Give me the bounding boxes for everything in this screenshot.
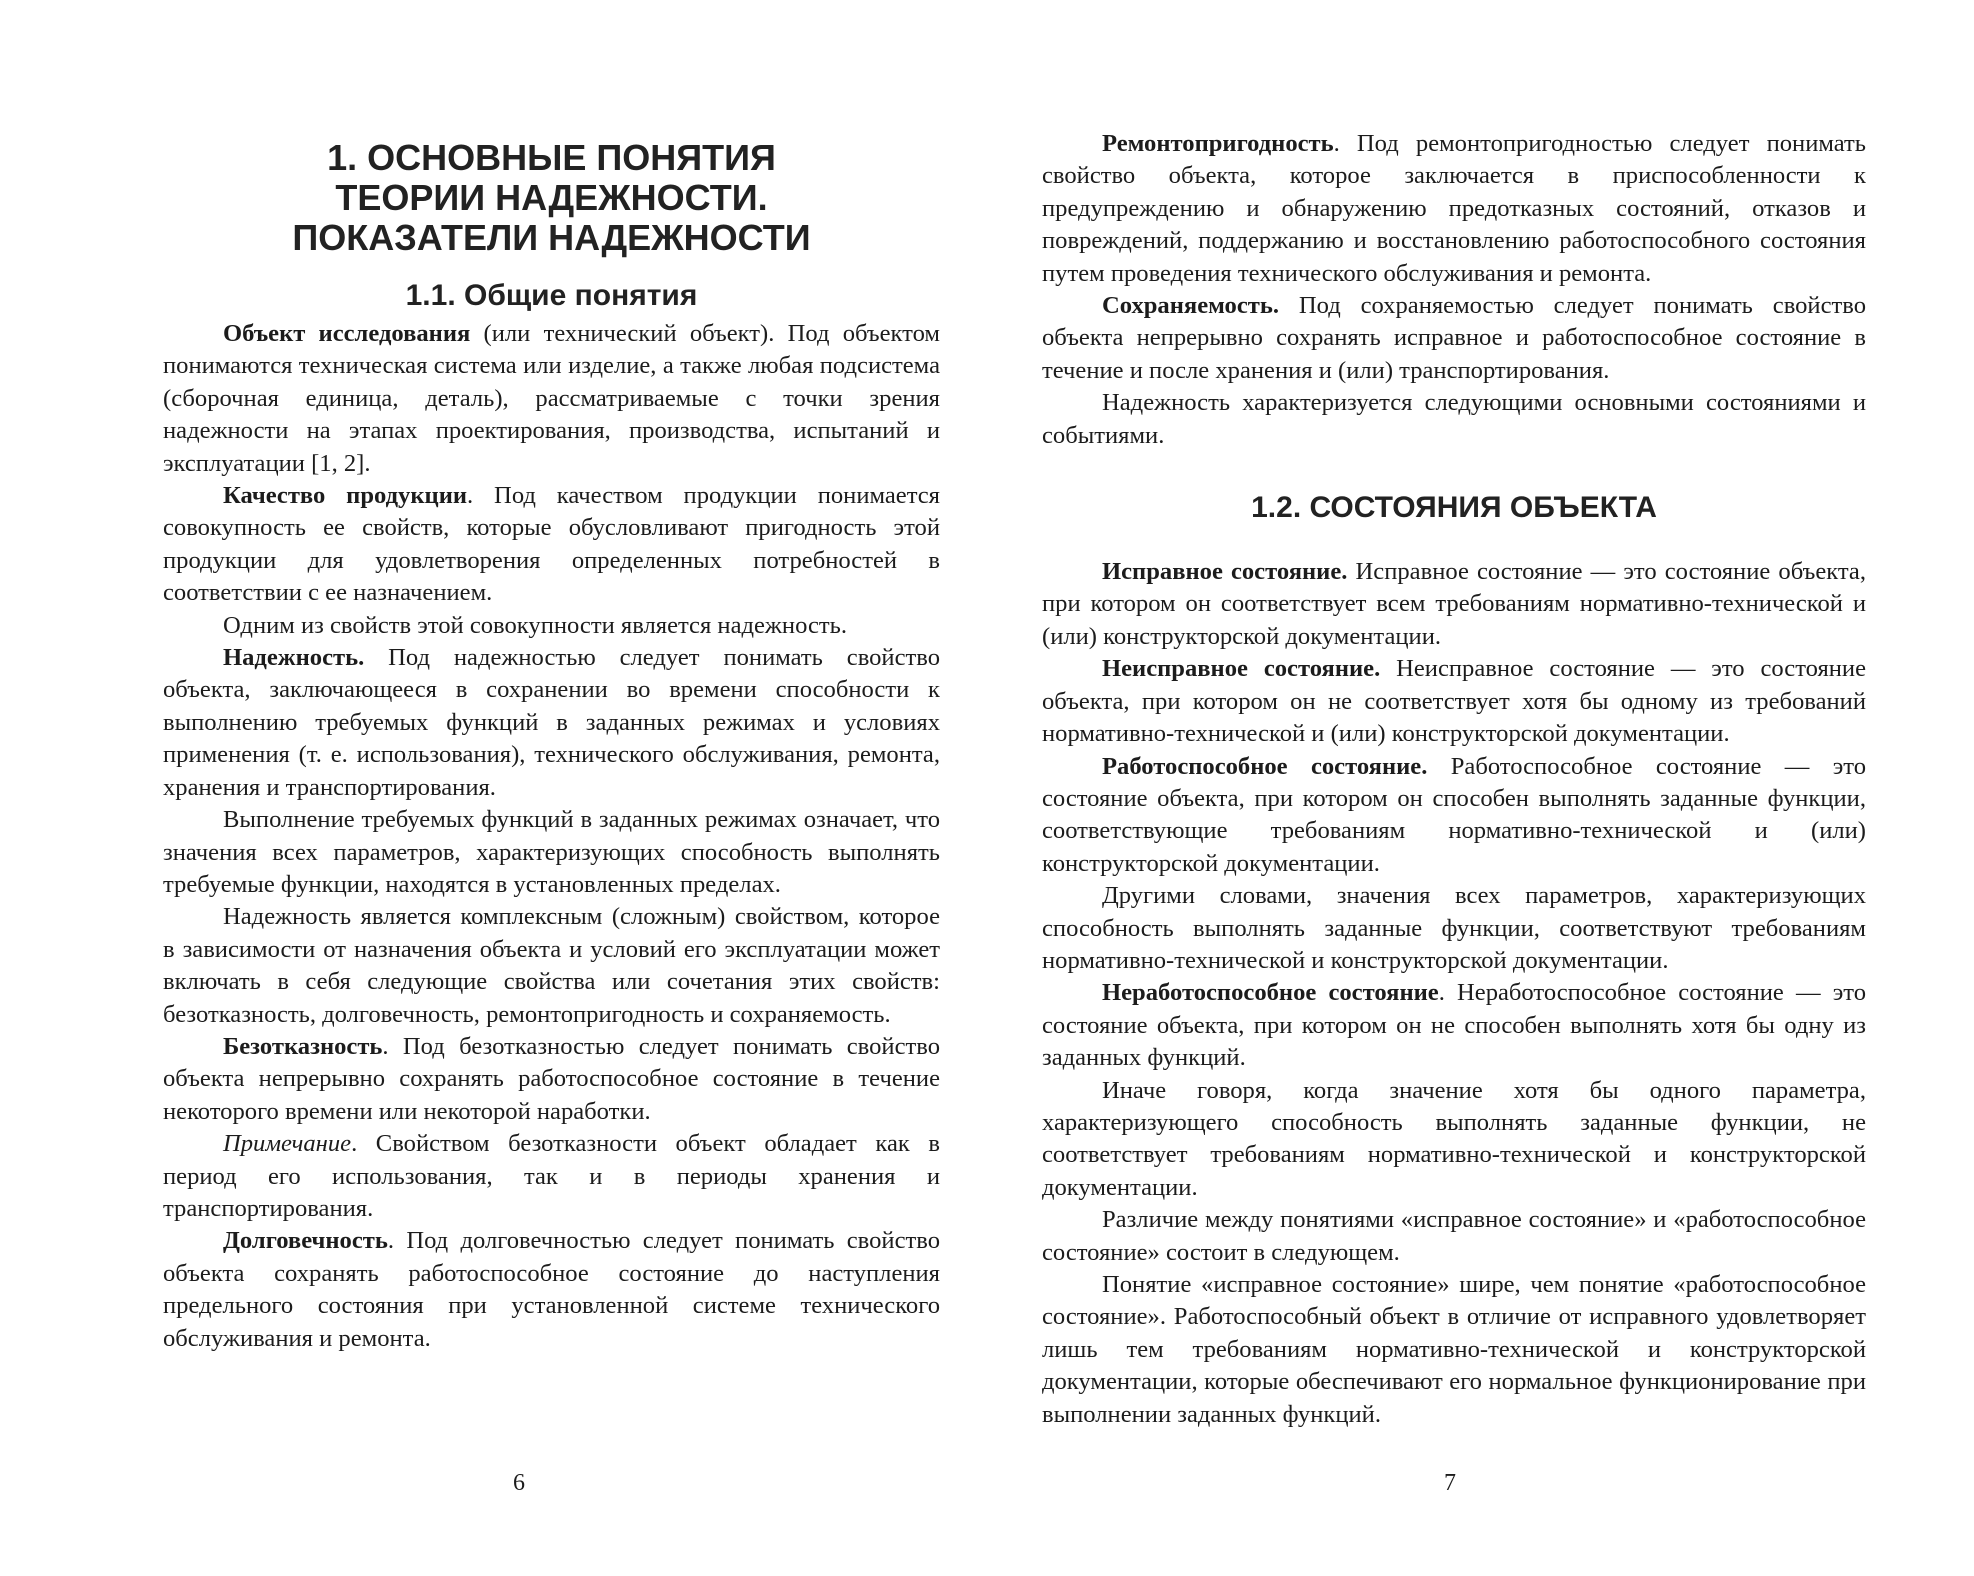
paragraph	[163, 318, 940, 480]
chapter-title-line: 1. ОСНОВНЫЕ ПОНЯТИЯ	[327, 137, 776, 178]
paragraph-text: (или технический объект). Под объектом понимаются техническая система или изделие, а также любая подсистема (сборочная единица, деталь), рассматриваемые с точки зрения надежности на этапах проектирования, производства, испытаний и эксплуатации [1, 2].	[163, 320, 940, 477]
paragraph	[1042, 977, 1866, 1074]
paragraph-term: Исправное состояние.	[1102, 558, 1348, 586]
paragraph-text: Понятие «исправное состояние» шире, чем понятие «работоспособное состояние». Работоспособный объект в отличие от исправного удовлетворяет лишь тем требованиям нормативно-технической и конструкторской документации, которые обеспечивают его нормальное функционирование при выполнении заданных функций.	[1042, 1271, 1866, 1428]
paragraph-term: Надежность.	[223, 644, 365, 672]
paragraph-text: Одним из свойств этой совокупности является надежность.	[223, 611, 848, 639]
paragraph-term: Неисправное состояние.	[1102, 655, 1381, 683]
paragraph-text: Под сохраняемостью следует понимать свойство объекта непрерывно сохранять исправное и работоспособное состояние в течение и после хранения и (или) транспортирования.	[1042, 292, 1866, 384]
paragraph-text: Надежность является комплексным (сложным) свойством, которое в зависимости от назначения объекта и условий его эксплуатации может включать в себя следующие свойства или сочетания этих свойств: безотказность, долговечность, ремонтопригодность и сохраняемость.	[163, 903, 940, 1028]
page-number: 7	[1444, 1470, 1456, 1496]
chapter-title	[163, 138, 940, 258]
paragraph	[163, 1031, 940, 1128]
paragraph	[163, 804, 940, 901]
section-title: 1.1. Общие понятия	[405, 279, 698, 312]
paragraph-term: Ремонтопригодность	[1102, 130, 1334, 157]
paragraph	[163, 901, 940, 1031]
page-number: 6	[513, 1470, 525, 1496]
paragraph	[1042, 128, 1866, 290]
paragraph-text: . Под долговечностью следует понимать свойство объекта сохранять работоспособное состояние до наступления предельного состояния при установленной системе технического обслуживания и ремонта.	[163, 1227, 940, 1352]
paragraph-text: Исправное состояние — это состояние объекта, при котором он соответствует всем требованиям нормативно-технической и (или) конструкторской документации.	[1042, 558, 1866, 650]
paragraph-text: Работоспособное состояние — это состояние объекта, при котором он способен выполнять заданные функции, соответствующие требованиям нормативно-технической и (или) конструкторской документации.	[1042, 752, 1866, 877]
paragraph-text: Различие между понятиями «исправное состояние» и «работоспособное состояние» состоит в следующем.	[1042, 1206, 1866, 1266]
paragraph-term: Долговечность	[223, 1227, 388, 1255]
section-title: 1.2. СОСТОЯНИЯ ОБЪЕКТА	[1251, 491, 1657, 525]
paragraph	[163, 1225, 940, 1355]
paragraph-text: Другими словами, значения всех параметров, характеризующих способность выполнять заданные функции, соответствуют требованиям нормативно-технической и конструкторской документации.	[1042, 882, 1866, 974]
paragraph-term: Качество продукции	[223, 482, 468, 510]
paragraph-text: Выполнение требуемых функций в заданных режимах означает, что значения всех параметров, характеризующих способность выполнять требуемые функции, находятся в установленных пределах.	[163, 806, 940, 898]
paragraph-term: Безотказность	[223, 1032, 383, 1060]
paragraph-term: Работоспособное состояние.	[1102, 752, 1428, 780]
paragraph-text: Неисправное состояние — это состояние объекта, при котором он не соответствует хотя бы одному из требований нормативно-технической и (или) конструкторской документации.	[1042, 655, 1866, 748]
paragraph	[1042, 1269, 1866, 1431]
note-paragraph	[163, 1128, 940, 1225]
left-page-body	[163, 318, 940, 1355]
paragraph-text: Под надежностью следует понимать свойство объекта, заключающееся в сохранении во времени способности к выполнению требуемых функций в заданных режимах и условиях применения (т. е. использования), технического обслуживания, ремонта, хранения и транспортирования.	[163, 644, 940, 801]
right-page-body	[1042, 128, 1866, 1431]
paragraph	[1042, 751, 1866, 881]
paragraph	[1042, 880, 1866, 977]
paragraph	[1042, 653, 1866, 750]
paragraph	[163, 642, 940, 804]
paragraph	[1042, 1075, 1866, 1205]
paragraph-text: Иначе говоря, когда значение хотя бы одного параметра, характеризующего способность выполнять заданные функции, не соответствует требованиям нормативно-технической и конструкторской документации.	[1042, 1076, 1866, 1201]
paragraph-text: . Под ремонтопригодностью следует понимать свойство объекта, которое заключается в приспособленности к предупреждению и обнаружению предотказных состояний, отказов и повреждений, поддержанию и восстановлению работоспособного состояния путем проведения технического обслуживания и ремонта.	[1042, 130, 1866, 287]
paragraph-text: . Под безотказностью следует понимать свойство объекта непрерывно сохранять работоспособное состояние в течение некоторого времени или некоторой наработки.	[163, 1032, 940, 1125]
paragraph	[163, 480, 940, 610]
paragraph	[1042, 290, 1866, 387]
paragraph-text: . Свойством безотказности объект обладает как в период его использования, так и в периоды хранения и транспортирования.	[163, 1130, 940, 1222]
paragraph-term: Объект исследования	[223, 320, 471, 347]
chapter-title-line: ТЕОРИИ НАДЕЖНОСТИ.	[335, 177, 768, 218]
right-page	[987, 0, 1974, 1576]
paragraph	[1042, 556, 1866, 653]
chapter-title-line: ПОКАЗАТЕЛИ НАДЕЖНОСТИ	[292, 217, 811, 258]
paragraph-term: Неработоспособное состояние	[1102, 979, 1439, 1007]
paragraph	[1042, 1204, 1866, 1269]
paragraph-term: Сохраняемость.	[1102, 292, 1279, 320]
paragraph	[163, 610, 940, 642]
paragraph	[1042, 387, 1866, 452]
paragraph-text: . Неработоспособное состояние — это состояние объекта, при котором он не способен выполнять хотя бы одну из заданных функций.	[1042, 979, 1866, 1072]
paragraph-text: . Под качеством продукции понимается совокупность ее свойств, которые обусловливают пригодность этой продукции для удовлетворения определенных потребностей в соответствии с ее назначением.	[163, 482, 940, 607]
paragraph-text: Надежность характеризуется следующими основными состояниями и событиями.	[1042, 389, 1866, 449]
note-label: Примечание	[223, 1130, 352, 1158]
